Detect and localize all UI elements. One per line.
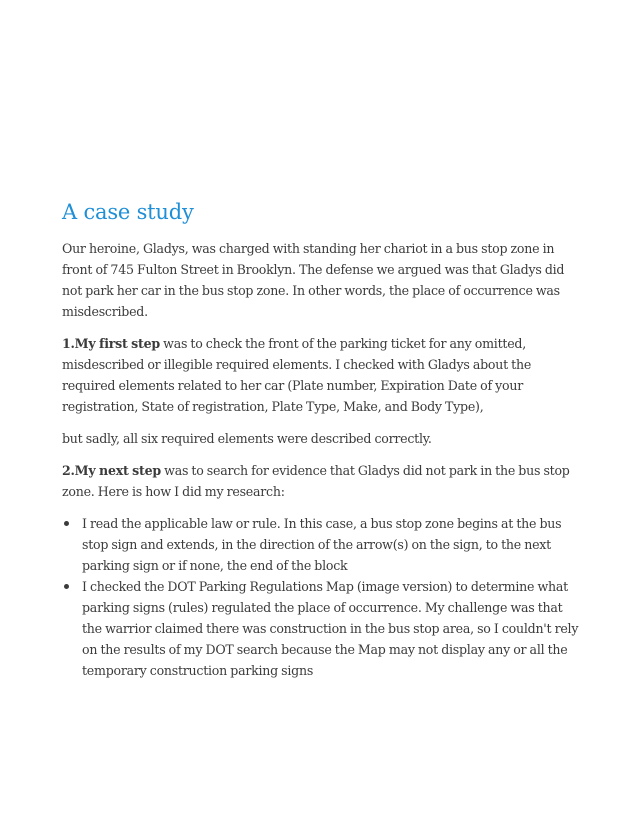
step1-label: 1.My first step [62, 336, 160, 351]
research-steps-list [62, 513, 582, 681]
list-item-text: I checked the DOT Parking Regulations Map (image version) to determine what parking signs (rules) regulated the place of occurrence. My challenge was that the warrior claimed there was construction in the bus stop area, so I couldn't rely on the results of my DOT search because the Map may not display any or all the temporary construction parking signs [82, 579, 579, 678]
step2-text: was to search for evidence that Gladys did not park in the bus stop zone. Here is how I did my research: [62, 463, 570, 499]
step1-followup-paragraph: but sadly, all six required elements were described correctly. [62, 431, 432, 446]
document-page [62, 198, 582, 681]
bullet-icon [64, 521, 69, 526]
step2-label: 2.My next step [62, 463, 161, 478]
bullet-icon [64, 584, 69, 589]
step1-paragraph [62, 333, 582, 417]
page-title: A case study [62, 200, 194, 224]
step1-text: was to check the front of the parking ticket for any omitted, misdescribed or illegible required elements. I checked with Gladys about the required elements related to her car (Plate number, Expiration Date of your registration, State of registration, Plate Type, Make, and Body Type), [62, 336, 532, 414]
list-item [62, 576, 582, 681]
list-item [62, 513, 582, 576]
list-item-text: I read the applicable law or rule. In this case, a bus stop zone begins at the bus stop sign and extends, in the direction of the arrow(s) on the sign, to the next parking sign or if none, the end of the block [82, 516, 562, 573]
step2-paragraph [62, 460, 582, 502]
intro-paragraph: Our heroine, Gladys, was charged with standing her chariot in a bus stop zone in front of 745 Fulton Street in Brooklyn. The defense we argued was that Gladys did not park her car in the bus stop zone. In other words, the place of occurrence was misdescribed. [62, 241, 565, 319]
